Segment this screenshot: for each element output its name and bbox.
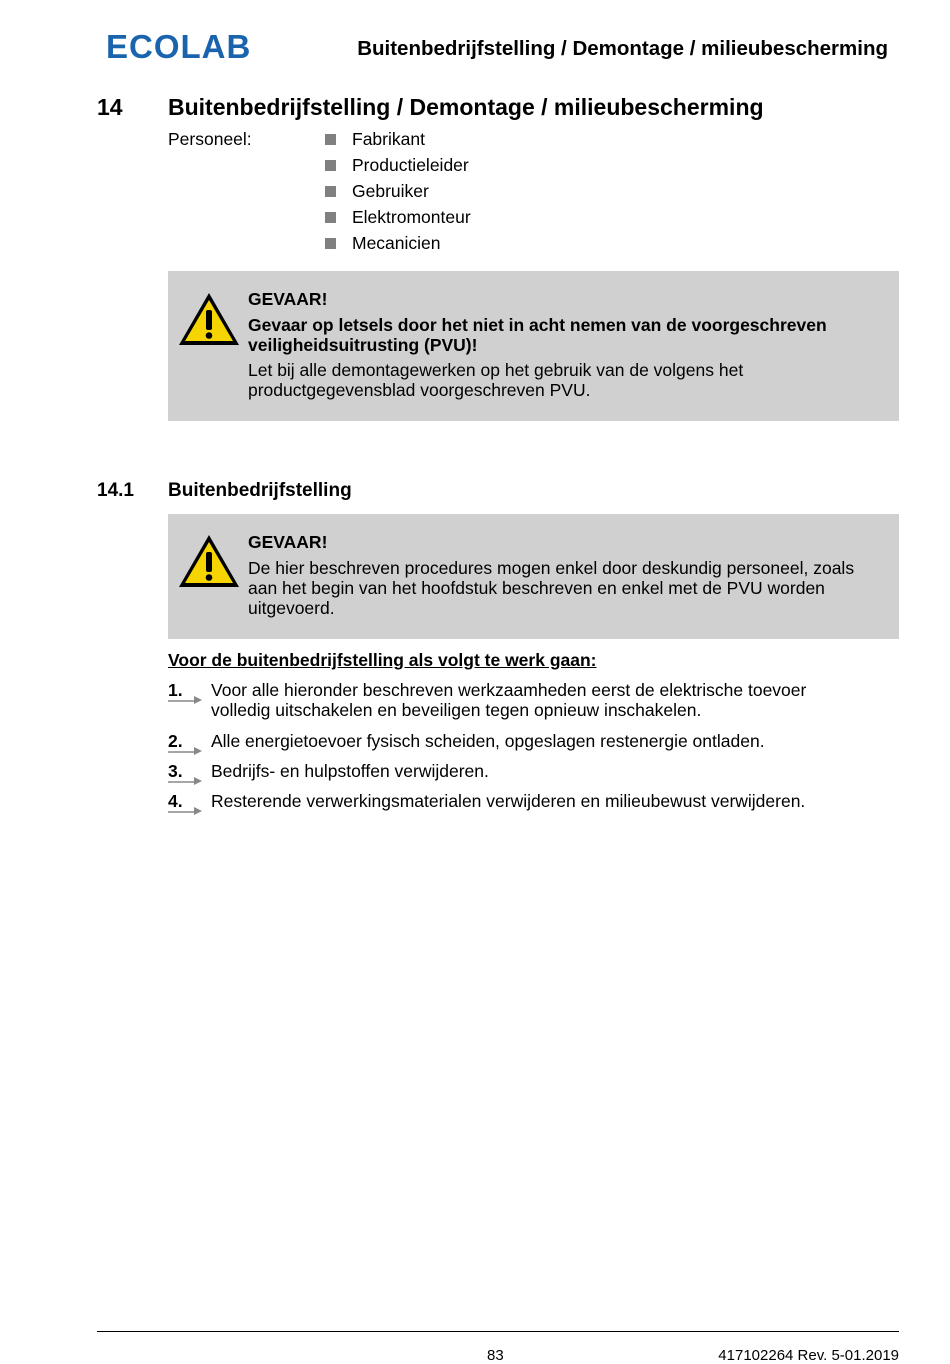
personnel-item-label: Mecanicien	[352, 233, 441, 253]
warning-triangle-icon	[177, 533, 241, 589]
page-number: 83	[487, 1347, 504, 1364]
header-title: Buitenbedrijfstelling / Demontage / milieubescherming	[357, 37, 888, 60]
subsection-title: Buitenbedrijfstelling	[168, 480, 352, 501]
personnel-item-label: Elektromonteur	[352, 207, 471, 227]
step-text: Bedrijfs- en hulpstoffen verwijderen.	[211, 761, 489, 781]
personnel-item-label: Gebruiker	[352, 181, 429, 201]
step-arrow-icon	[168, 695, 204, 705]
step-text: Alle energietoevoer fysisch scheiden, opgeslagen restenergie ontladen.	[211, 731, 765, 751]
danger-warning-box	[168, 514, 899, 639]
warning-text-line: aan het begin van het hoofdstuk beschreven en enkel met de PVU worden	[248, 578, 825, 598]
step-number: 4.	[168, 791, 183, 811]
warning-text-line: productgegevensblad voorgeschreven PVU.	[248, 380, 591, 400]
footer-divider	[97, 1331, 899, 1332]
warning-content	[248, 532, 888, 618]
step-number: 3.	[168, 761, 183, 781]
personnel-item	[325, 207, 471, 233]
step-number: 2.	[168, 731, 183, 751]
square-bullet-icon	[325, 238, 336, 249]
section-title: Buitenbedrijfstelling / Demontage / milieubescherming	[168, 94, 764, 120]
warning-text-line: uitgevoerd.	[248, 598, 335, 618]
step-number: 1.	[168, 680, 183, 700]
personnel-list	[325, 129, 471, 259]
personnel-item	[325, 233, 471, 259]
step-text-line: Voor alle hieronder beschreven werkzaamheden eerst de elektrische toevoer	[211, 680, 807, 700]
warning-heading: GEVAAR!	[248, 532, 328, 552]
personnel-label: Personeel:	[168, 129, 252, 149]
step-arrow-icon	[168, 746, 204, 756]
logo-text: ECOLAB	[106, 28, 252, 65]
square-bullet-icon	[325, 134, 336, 145]
square-bullet-icon	[325, 160, 336, 171]
procedure-intro: Voor de buitenbedrijfstelling als volgt te werk gaan:	[168, 650, 597, 670]
step-text	[211, 680, 861, 720]
procedure-step	[168, 761, 858, 783]
procedure-step	[168, 731, 858, 753]
square-bullet-icon	[325, 212, 336, 223]
ecolab-logo	[106, 30, 256, 64]
warning-heading: GEVAAR!	[248, 289, 328, 309]
step-text-line: volledig uitschakelen en beveiligen tegen opnieuw inschakelen.	[211, 700, 702, 720]
warning-bold-line: Gevaar op letsels door het niet in acht nemen van de voorgeschreven	[248, 315, 827, 335]
warning-content	[248, 289, 888, 400]
square-bullet-icon	[325, 186, 336, 197]
procedure-step	[168, 680, 858, 722]
step-arrow-icon	[168, 776, 204, 786]
procedure-step	[168, 791, 858, 813]
warning-triangle-icon	[177, 291, 241, 347]
personnel-item	[325, 129, 471, 155]
warning-text-line: Let bij alle demontagewerken op het gebruik van de volgens het	[248, 360, 744, 380]
danger-warning-box	[168, 271, 899, 421]
step-arrow-icon	[168, 806, 204, 816]
warning-bold-line: veiligheidsuitrusting (PVU)!	[248, 335, 478, 355]
personnel-item	[325, 155, 471, 181]
document-revision: 417102264 Rev. 5-01.2019	[718, 1347, 899, 1364]
section-number: 14	[97, 94, 123, 120]
personnel-item-label: Productieleider	[352, 155, 469, 175]
warning-text-line: De hier beschreven procedures mogen enkel door deskundig personeel, zoals	[248, 558, 855, 578]
personnel-item-label: Fabrikant	[352, 129, 425, 149]
subsection-number: 14.1	[97, 480, 134, 501]
personnel-item	[325, 181, 471, 207]
step-text: Resterende verwerkingsmaterialen verwijderen en milieubewust verwijderen.	[211, 791, 806, 811]
